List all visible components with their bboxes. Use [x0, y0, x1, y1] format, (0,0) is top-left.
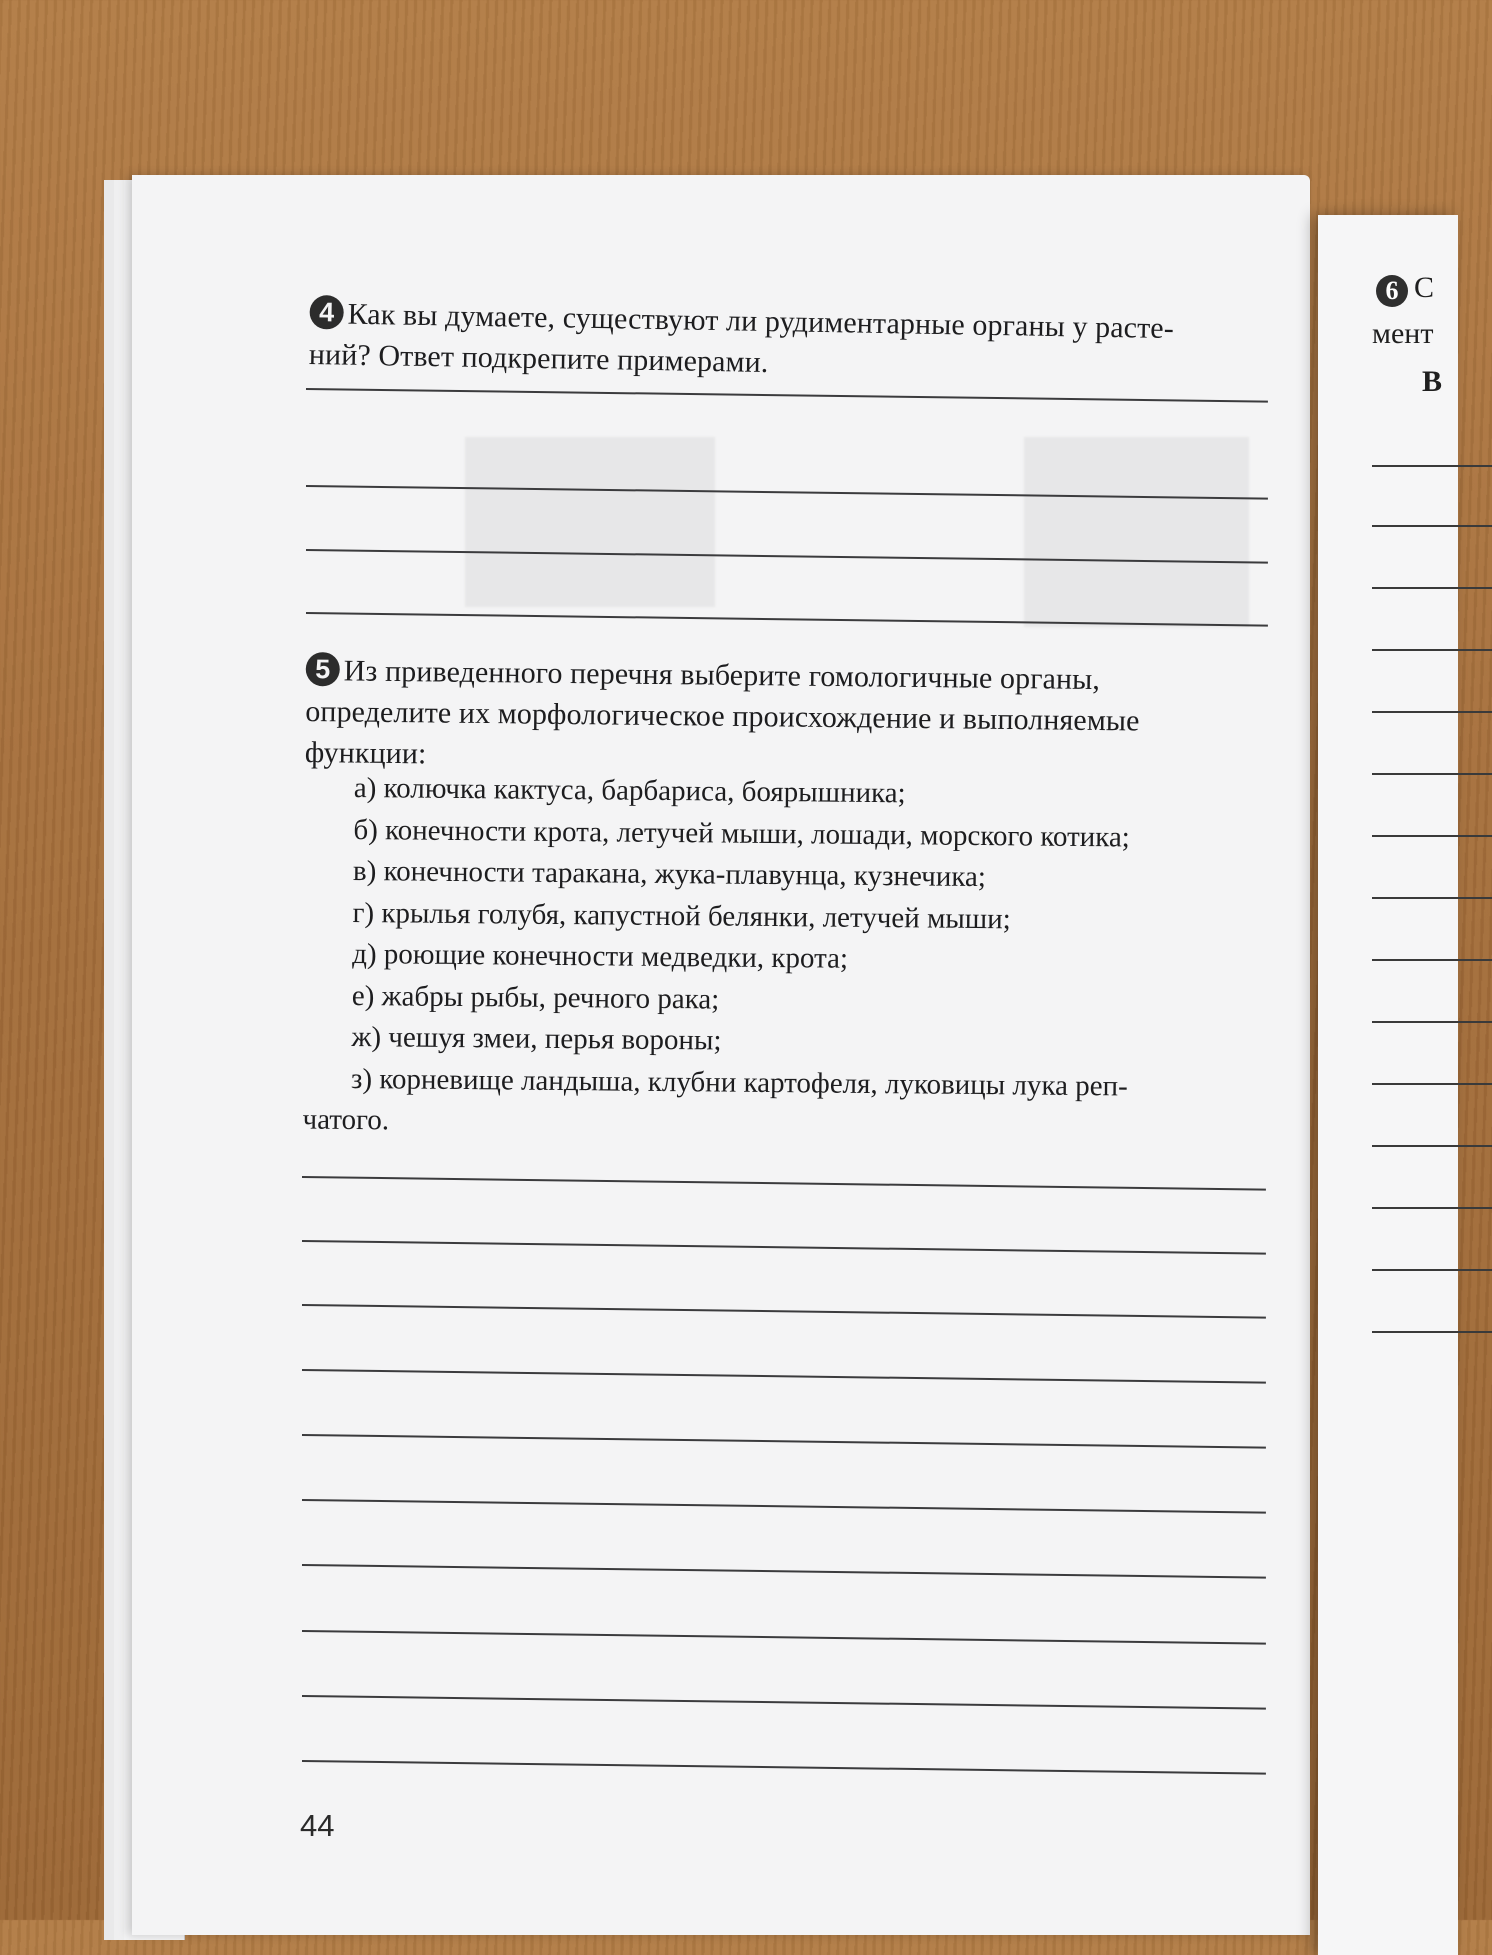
- task-5-text-line-3: функции:: [304, 735, 427, 771]
- answer-line: [1372, 1083, 1492, 1085]
- next-page-text-fragment: С: [1414, 271, 1435, 304]
- task-number-badge: 4: [309, 295, 344, 330]
- show-through-image: [465, 437, 715, 607]
- next-page-text-fragment: В: [1422, 365, 1443, 398]
- list-item: б) конечности крота, летучей мыши, лошади, морского котика;: [353, 813, 1130, 853]
- list-item: в) конечности таракана, жука-плавунца, кузнечика;: [352, 854, 987, 894]
- next-task-number-badge: 6: [1376, 275, 1408, 307]
- task-4-text-line-1: Как вы думаете, существуют ли рудиментарные органы у расте-: [347, 297, 1175, 346]
- list-item: а) колючка кактуса, барбариса, боярышника;: [353, 771, 906, 810]
- task-4: [309, 293, 1175, 390]
- task-number-badge: 5: [306, 652, 340, 686]
- answer-line: [1372, 649, 1492, 651]
- answer-line: [1372, 1331, 1492, 1333]
- answer-line: [1372, 773, 1492, 775]
- task-5-text-line-2: определите их морфологическое происхождение и выполняемые: [305, 694, 1140, 738]
- show-through-image: [1024, 437, 1249, 627]
- answer-line: [1372, 897, 1492, 899]
- answer-line: [1372, 711, 1492, 713]
- task-5-options-list: [302, 768, 1130, 1149]
- list-item: г) крылья голубя, капустной белянки, летучей мыши;: [352, 896, 1011, 935]
- list-item-continuation: чатого.: [302, 1103, 390, 1137]
- list-item: з) корневище ландыша, клубни картофеля, луковицы лука реп-: [350, 1062, 1128, 1102]
- list-item: ж) чешуя змеи, перья вороны;: [351, 1020, 722, 1057]
- task-5: [305, 650, 1141, 782]
- answer-line: [1372, 587, 1492, 589]
- task-4-text-line-2: ний? Ответ подкрепите примерами.: [308, 337, 769, 380]
- answer-line: [1372, 835, 1492, 837]
- answer-line: [1372, 525, 1492, 527]
- task-5-text-line-1: Из приведенного перечня выберите гомологичные органы,: [343, 654, 1101, 697]
- list-item: е) жабры рыбы, речного рака;: [351, 979, 720, 1016]
- answer-line: [1372, 1269, 1492, 1271]
- answer-line: [1372, 1145, 1492, 1147]
- list-item: д) роющие конечности медведки, крота;: [352, 937, 849, 975]
- answer-line: [1372, 1021, 1492, 1023]
- answer-line: [1372, 959, 1492, 961]
- answer-line: [1372, 465, 1492, 467]
- answer-line: [1372, 1207, 1492, 1209]
- next-page-text-fragment: мент: [1372, 317, 1434, 350]
- next-page-edge: [1318, 215, 1458, 1955]
- page-number: 44: [300, 1808, 335, 1843]
